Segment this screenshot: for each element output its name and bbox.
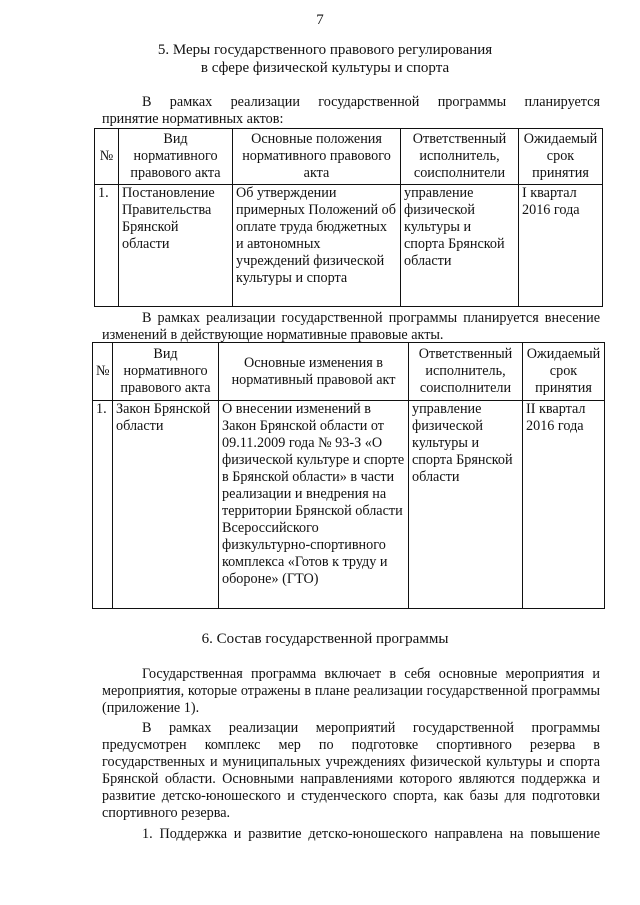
table-row <box>93 401 605 609</box>
header-deadline: Ожидаемый срок принятия <box>523 343 605 401</box>
page-number: 7 <box>316 12 324 28</box>
section-5-title-line1: 5. Меры государственного правового регулирования <box>157 42 493 58</box>
cell-number: 1. <box>93 401 113 609</box>
intro-2-line1: В рамках реализации государственной программы планируется внесение <box>142 310 600 326</box>
paragraph-2: В рамках реализации мероприятий государственной программы предусмотрен комплекс мер по подготовке спортивного резерва в государственных и муниципальных учреждениях физической культуры и спорта Брянской области. Основными направлениями которого являются поддержка и развитие детско-юношеского и студенческого спорта, как базы для подготовки спортивного резерва. <box>102 720 600 821</box>
header-main-provisions: Основные положения нормативного правового акта <box>233 129 401 185</box>
cell-act-type: Постановление Правительства Брянской области <box>119 185 233 307</box>
cell-main-provisions: Об утверждении примерных Положений об оплате труда бюджетных и автономных учреждений физической культуры и спорта <box>233 185 401 307</box>
intro-paragraph-2 <box>102 310 600 344</box>
header-number: № <box>93 343 113 401</box>
header-act-type: Вид нормативного правового акта <box>119 129 233 185</box>
normative-acts-table <box>94 128 603 307</box>
intro-1-line2: принятие нормативных актов: <box>102 111 284 127</box>
cell-main-changes: О внесении изменений в Закон Брянской области от 09.11.2009 года № 93-З «О физической культуре и спорте в Брянской области» в части реализации и внедрения на территории Брянской области Всероссийского физкультурно-спортивного комплекса «Готов к труду и обороне» (ГТО) <box>219 401 409 609</box>
cell-number: 1. <box>95 185 119 307</box>
section-5-title-line2: в сфере физической культуры и спорта <box>200 60 450 76</box>
header-act-type: Вид нормативного правового акта <box>113 343 219 401</box>
header-main-changes: Основные изменения в нормативный правовой акт <box>219 343 409 401</box>
paragraph-1: Государственная программа включает в себя основные мероприятия и мероприятия, которые отражены в плане реализации государственной программы (приложение 1). <box>102 666 600 716</box>
amendments-table <box>92 342 605 609</box>
table-row <box>95 185 603 307</box>
table-header-row <box>93 343 605 401</box>
cell-responsible: управление физической культуры и спорта Брянской области <box>409 401 523 609</box>
intro-2-line2: изменений в действующие нормативные правовые акты. <box>102 327 444 343</box>
header-responsible: Ответственный исполнитель, соисполнители <box>401 129 519 185</box>
cell-deadline: II квартал 2016 года <box>523 401 605 609</box>
intro-paragraph-1 <box>102 94 600 128</box>
cell-deadline: I квартал 2016 года <box>519 185 603 307</box>
cell-responsible: управление физической культуры и спорта Брянской области <box>401 185 519 307</box>
intro-1-line1: В рамках реализации государственной программы планируется <box>142 94 600 110</box>
paragraph-3 <box>102 826 600 843</box>
section-6-title: 6. Состав государственной программы <box>201 631 449 647</box>
section-5-title <box>90 41 560 77</box>
cell-act-type: Закон Брянской области <box>113 401 219 609</box>
header-deadline: Ожидаемый срок принятия <box>519 129 603 185</box>
paragraph-3-line: 1. Поддержка и развитие детско-юношеского направлена на повышение <box>142 826 600 842</box>
header-number: № <box>95 129 119 185</box>
table-header-row <box>95 129 603 185</box>
header-responsible: Ответственный исполнитель, соисполнители <box>409 343 523 401</box>
